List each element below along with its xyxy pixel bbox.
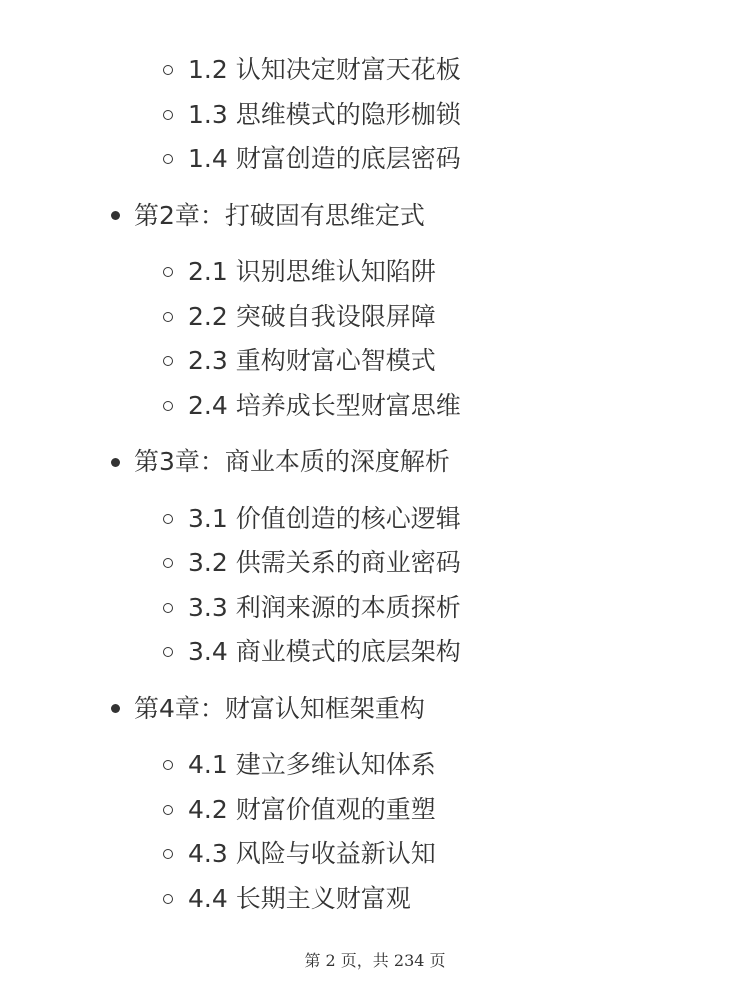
hollow-circle-bullet-icon — [163, 647, 173, 657]
toc-section-text: 4.4 长期主义财富观 — [188, 883, 411, 913]
hollow-circle-bullet-icon — [163, 110, 173, 120]
toc-section-item — [0, 384, 750, 429]
toc-section-text: 1.3 思维模式的隐形枷锁 — [188, 99, 461, 129]
hollow-circle-bullet-icon — [163, 805, 173, 815]
toc-section-item — [0, 630, 750, 675]
toc-section-item — [0, 497, 750, 542]
hollow-circle-bullet-icon — [163, 154, 173, 164]
hollow-circle-bullet-icon — [163, 849, 173, 859]
table-of-contents — [0, 48, 750, 921]
filled-circle-bullet-icon — [111, 458, 120, 467]
toc-section-item — [0, 877, 750, 922]
hollow-circle-bullet-icon — [163, 312, 173, 322]
hollow-circle-bullet-icon — [163, 514, 173, 524]
page-number-footer: 第 2 页，共 234 页 — [304, 951, 446, 970]
toc-chapter-item — [0, 687, 750, 732]
hollow-circle-bullet-icon — [163, 760, 173, 770]
toc-chapter-item — [0, 440, 750, 485]
toc-chapter-text: 第3章：商业本质的深度解析 — [134, 447, 450, 476]
toc-section-text: 3.1 价值创造的核心逻辑 — [188, 503, 461, 533]
toc-section-text: 2.2 突破自我设限屏障 — [188, 301, 436, 331]
toc-section-text: 3.3 利润来源的本质探析 — [188, 592, 461, 622]
toc-section-text: 2.3 重构财富心智模式 — [188, 346, 436, 375]
toc-section-item — [0, 137, 750, 182]
toc-chapter-item — [0, 194, 750, 239]
hollow-circle-bullet-icon — [163, 894, 173, 904]
toc-section-item — [0, 541, 750, 586]
toc-section-item — [0, 339, 750, 384]
hollow-circle-bullet-icon — [163, 558, 173, 568]
toc-section-item — [0, 743, 750, 788]
hollow-circle-bullet-icon — [163, 267, 173, 277]
toc-section-item — [0, 788, 750, 833]
hollow-circle-bullet-icon — [163, 401, 173, 411]
toc-section-item — [0, 586, 750, 631]
hollow-circle-bullet-icon — [163, 603, 173, 613]
filled-circle-bullet-icon — [111, 211, 120, 220]
toc-section-text: 3.4 商业模式的底层架构 — [188, 637, 461, 666]
toc-section-text: 2.4 培养成长型财富思维 — [188, 390, 461, 420]
toc-section-text: 4.2 财富价值观的重塑 — [188, 794, 436, 824]
toc-section-item — [0, 295, 750, 340]
toc-chapter-text: 第4章：财富认知框架重构 — [134, 693, 425, 723]
toc-section-item — [0, 48, 750, 93]
toc-section-item — [0, 832, 750, 877]
toc-section-text: 1.2 认知决定财富天花板 — [188, 55, 461, 84]
toc-section-item — [0, 93, 750, 138]
toc-section-text: 1.4 财富创造的底层密码 — [188, 144, 461, 173]
hollow-circle-bullet-icon — [163, 356, 173, 366]
toc-section-text: 4.1 建立多维认知体系 — [188, 750, 436, 779]
toc-section-text: 2.1 识别思维认知陷阱 — [188, 257, 436, 286]
hollow-circle-bullet-icon — [163, 65, 173, 75]
toc-section-text: 3.2 供需关系的商业密码 — [188, 548, 461, 577]
toc-section-item — [0, 250, 750, 295]
toc-section-text: 4.3 风险与收益新认知 — [188, 839, 436, 868]
toc-chapter-text: 第2章：打破固有思维定式 — [134, 200, 425, 230]
filled-circle-bullet-icon — [111, 704, 120, 713]
